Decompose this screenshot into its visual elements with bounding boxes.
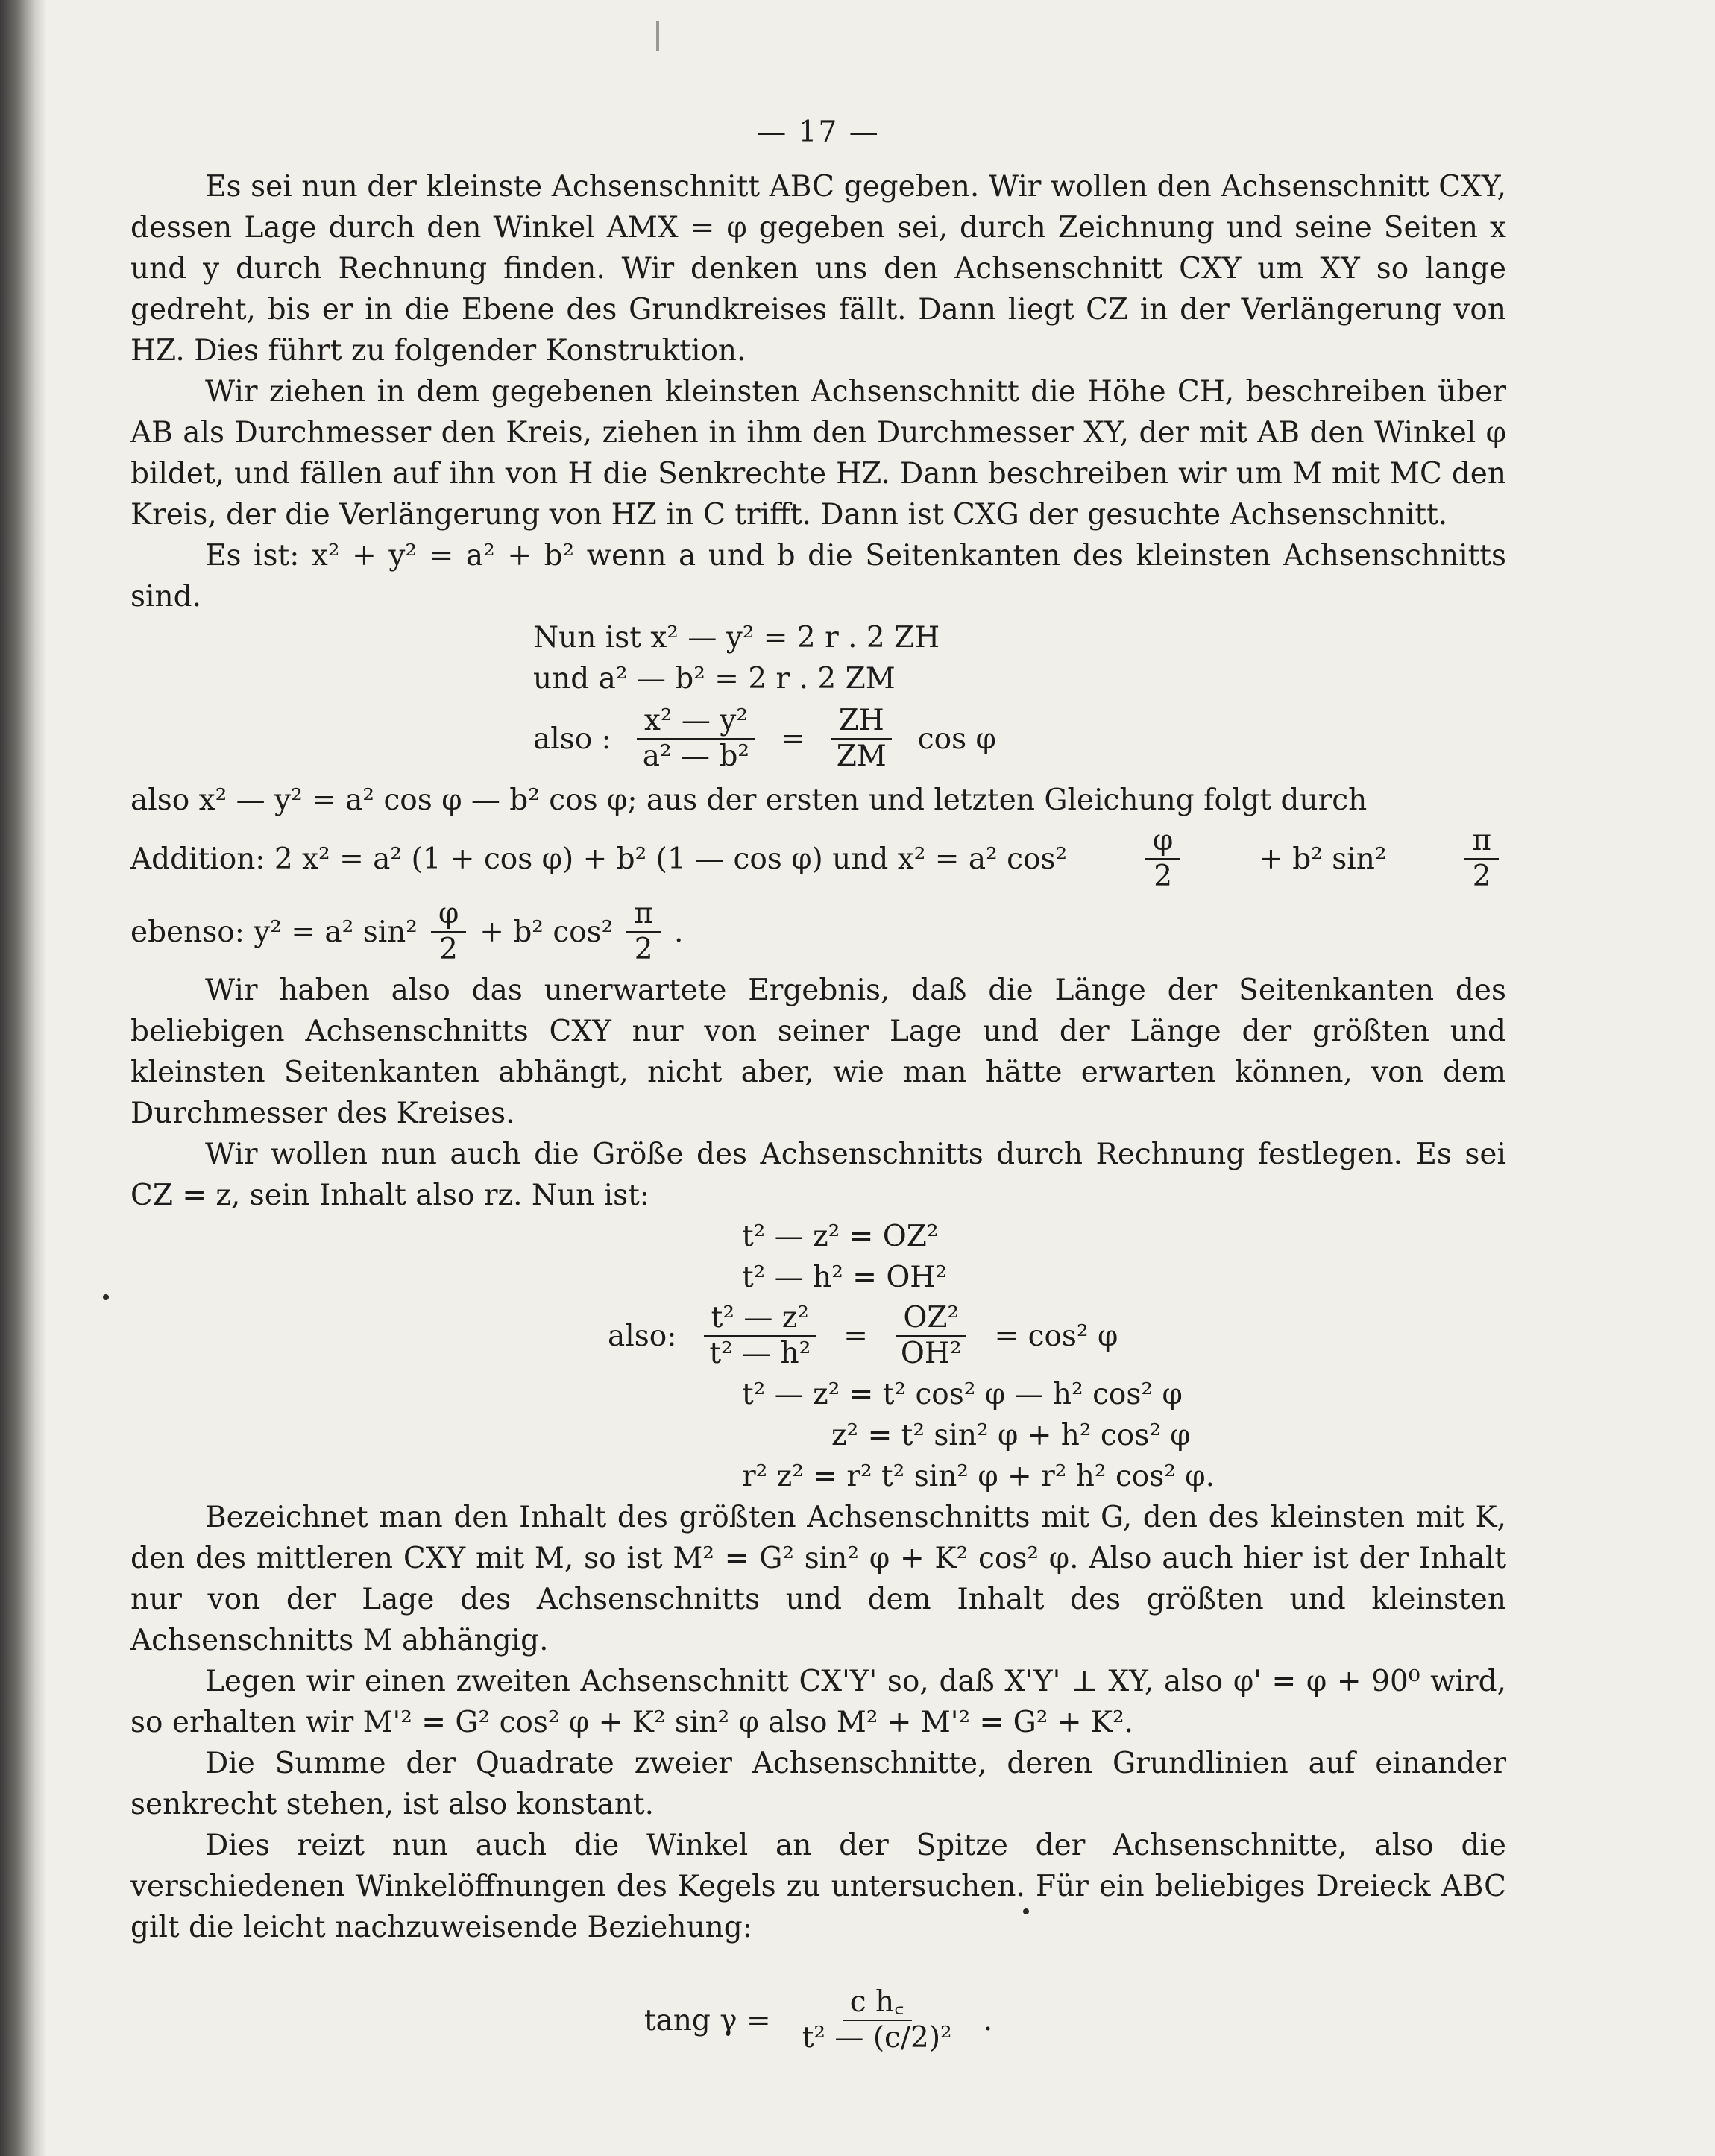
- denominator: OH²: [900, 1337, 962, 1370]
- denominator: ZM: [836, 740, 887, 773]
- equals-sign: =: [843, 1319, 868, 1353]
- denominator: 2: [439, 933, 458, 966]
- fraction: [702, 1301, 818, 1371]
- fraction: [635, 704, 757, 774]
- ebenso-line: [130, 897, 1506, 967]
- denominator: 2: [1472, 860, 1491, 893]
- numerator: φ: [1145, 824, 1180, 860]
- denominator: [795, 2021, 960, 2055]
- addition-plus-text: + b² sin²: [1259, 842, 1387, 876]
- paragraph-1: Es sei nun der kleinste Achsenschnitt ABC gegeben. Wir wollen den Achsenschnitt CXY, dessen Lage durch den Winkel AMX = φ gegeben sei, durch Zeichnung und seine Seiten x und y durch Rechnung finden. Wir denken uns den Achsenschnitt CXY um XY so lange gedreht, bis er in die Ebene des Grundkreises fällt. Dann liegt CZ in der Verlängerung von HZ. Dies führt zu folgender Konstruktion.: [130, 170, 1506, 368]
- numerator: t² — z²: [704, 1301, 816, 1337]
- fraction: [1464, 824, 1499, 894]
- period: .: [673, 915, 684, 949]
- paper-mark: [656, 21, 659, 51]
- tangent-equation: [130, 1985, 1506, 2055]
- denominator-prefix: t² —: [802, 2021, 864, 2055]
- equation-line: t² — h² = OH²: [742, 1261, 947, 1294]
- page-number: — 17 —: [757, 116, 880, 149]
- denominator: 2: [1154, 860, 1173, 893]
- addition-text: Addition: 2 x² = a² (1 + cos φ) + b² (1 — cos φ) und x² = a² cos²: [130, 842, 1068, 876]
- equation-fraction-line: [608, 1301, 1506, 1371]
- numerator: π: [626, 897, 661, 933]
- equals-sign: =: [781, 722, 805, 756]
- nun-ist-block: [533, 617, 1506, 699]
- equation-label: also:: [608, 1319, 677, 1353]
- paragraph-13: Dies reizt nun auch die Winkel an der Spitze der Achsenschnitte, also die verschiedenen Winkelöffnungen des Kegels zu untersuchen. Für ein beliebiges Dreieck ABC gilt die leicht nachzuweisende Beziehung:: [130, 1829, 1506, 1944]
- tangent-lhs: tang γ =: [643, 2003, 771, 2037]
- numerator: π: [1464, 824, 1499, 860]
- equation-rhs: = cos² φ: [994, 1319, 1118, 1353]
- numerator: OZ²: [896, 1301, 966, 1337]
- paragraph-3: Es ist: x² + y² = a² + b² wenn a und b die Seitenkanten des kleinsten Achsenschnitts sind.: [130, 539, 1506, 614]
- equation-line: t² — z² = OZ²: [742, 1220, 939, 1253]
- denominator: a² — b²: [642, 740, 750, 773]
- paragraph-8: Wir haben also das unerwartete Ergebnis, daß die Länge der Seitenkanten des beliebigen Achsenschnitts CXY nur von seiner Lage und der Länge der größten und kleinsten Seitenkanten abhängt, nicht aber, wie man hätte erwarten können, von dem Durchmesser des Kreises.: [130, 974, 1506, 1130]
- equation-line: z² = t² sin² φ + h² cos² φ: [831, 1419, 1191, 1452]
- denominator: 2: [634, 933, 653, 966]
- paragraph-5: also x² — y² = a² cos φ — b² cos φ; aus der ersten und letzten Gleichung folgt durch: [130, 784, 1368, 817]
- numerator: φ: [431, 897, 466, 933]
- paragraph-12: Die Summe der Quadrate zweier Achsenschnitte, deren Grundlinien auf einander senkrecht stehen, ist also konstant.: [130, 1747, 1506, 1821]
- fraction: [893, 1301, 969, 1371]
- equation-line: und a² — b² = 2 r . 2 ZM: [533, 662, 896, 696]
- equation-line: r² z² = r² t² sin² φ + r² h² cos² φ.: [742, 1460, 1215, 1493]
- equation-line: t² — z² = t² cos² φ — h² cos² φ: [742, 1378, 1183, 1411]
- equation-set-2: [608, 1216, 1506, 1497]
- numerator: ZH: [831, 704, 892, 740]
- equation-line: Nun ist x² — y² = 2 r . 2 ZH: [533, 621, 940, 655]
- trailing-dot: .: [983, 2003, 993, 2037]
- numerator: x² — y²: [637, 704, 755, 740]
- fraction: [795, 1985, 960, 2055]
- stray-dot: [103, 1294, 109, 1300]
- equation-1: [533, 704, 1506, 774]
- equation-suffix: cos φ: [917, 722, 996, 756]
- fraction: [1145, 824, 1180, 894]
- ebenso-text: ebenso: y² = a² sin²: [130, 915, 418, 949]
- paragraph-10: Bezeichnet man den Inhalt des größten Achsenschnitts mit G, den des kleinsten mit K, den des mittleren CXY mit M, so ist M² = G² sin² φ + K² cos² φ. Also auch hier ist der Inhalt nur von der Lage des Achsenschnitts und dem Inhalt des größten und kleinsten Achsenschnitts M abhängig.: [130, 1501, 1506, 1657]
- fraction: [431, 897, 466, 967]
- document-page: [130, 112, 1506, 2055]
- equation-label: also :: [533, 722, 611, 756]
- paragraph-11: Legen wir einen zweiten Achsenschnitt CX'Y' so, daß X'Y' ⊥ XY, also φ' = φ + 90⁰ wird, so erhalten wir M'² = G² cos² φ + K² sin² φ also M² + M'² = G² + K².: [130, 1665, 1506, 1739]
- paragraph-2: Wir ziehen in dem gegebenen kleinsten Achsenschnitt die Höhe CH, beschreiben über AB als Durchmesser den Kreis, ziehen in ihm den Durchmesser XY, der mit AB den Winkel φ bildet, und fällen auf ihn von H die Senkrechte HZ. Dann beschreiben wir um M mit MC den Kreis, der die Verlängerung von HZ in C trifft. Dann ist CXG der gesuchte Achsenschnitt.: [130, 375, 1506, 532]
- ebenso-plus-text: + b² cos²: [479, 915, 614, 949]
- paragraph-9: Wir wollen nun auch die Größe des Achsenschnitts durch Rechnung festlegen. Es sei CZ = z, sein Inhalt also rz. Nun ist:: [130, 1138, 1506, 1212]
- page-binding-edge: [0, 0, 46, 2156]
- numerator: c h꜀: [843, 1985, 912, 2021]
- fraction: [626, 897, 661, 967]
- denominator-paren: (c/2)²: [872, 2021, 952, 2055]
- fraction: [829, 704, 894, 774]
- addition-line: [130, 824, 1506, 894]
- denominator: t² — h²: [709, 1337, 811, 1370]
